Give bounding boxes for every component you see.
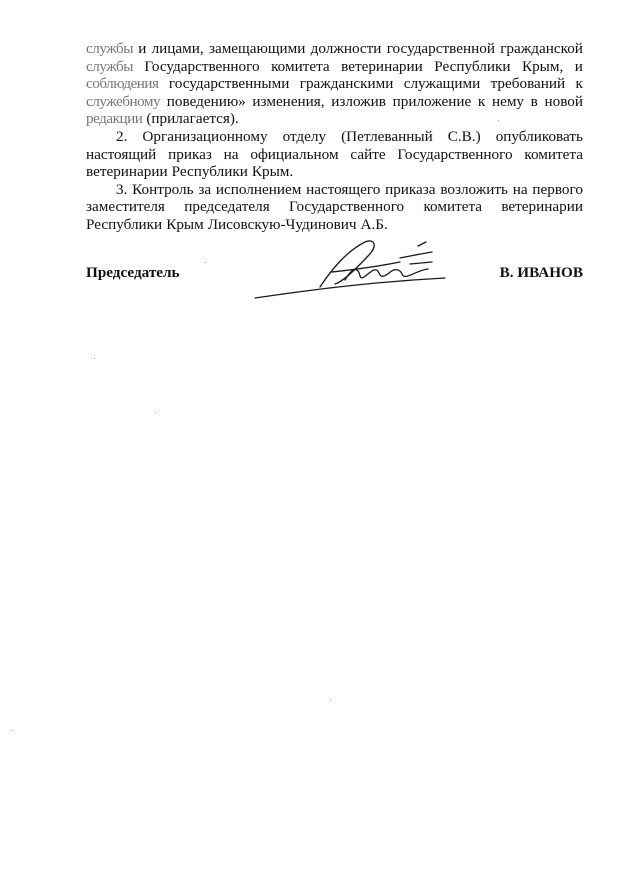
word: Крым bbox=[166, 215, 204, 233]
word: заместителя bbox=[86, 198, 165, 216]
word: нему bbox=[491, 92, 525, 110]
text-line bbox=[86, 146, 583, 164]
word: приложение bbox=[392, 92, 472, 110]
word: (прилагается). bbox=[146, 110, 239, 128]
word: и bbox=[138, 40, 147, 57]
word: Контроль bbox=[132, 180, 194, 198]
word: сайте bbox=[350, 145, 386, 163]
word: редакции bbox=[86, 110, 143, 128]
word: изложив bbox=[331, 92, 386, 110]
word: государственной bbox=[386, 40, 495, 57]
word: за bbox=[198, 180, 212, 198]
scan-speck bbox=[205, 262, 206, 263]
word: первого bbox=[532, 180, 583, 198]
word: приказ bbox=[168, 145, 212, 163]
word: замещающими bbox=[208, 40, 306, 57]
word: на bbox=[223, 145, 239, 163]
signature-row bbox=[86, 264, 583, 284]
word: Лисовскую-Чудинович bbox=[207, 215, 357, 233]
word: А.Б. bbox=[360, 215, 388, 233]
word: служащими bbox=[403, 75, 481, 93]
word: настоящего bbox=[306, 180, 381, 198]
word: настоящий bbox=[86, 145, 157, 163]
text-line bbox=[86, 163, 583, 181]
text-line bbox=[86, 93, 583, 111]
word: Государственного bbox=[397, 145, 513, 163]
word: должности bbox=[310, 40, 382, 57]
word: Государственного bbox=[289, 198, 405, 216]
word: на bbox=[512, 180, 528, 198]
word: возложить bbox=[440, 180, 508, 198]
word: Крым. bbox=[251, 163, 294, 181]
word: председателя bbox=[184, 198, 270, 216]
word: Республики bbox=[434, 57, 511, 75]
word: опубликовать bbox=[495, 127, 583, 145]
scan-speck bbox=[94, 358, 95, 359]
word: новой bbox=[544, 92, 583, 110]
text-line bbox=[86, 58, 583, 76]
text-line bbox=[86, 75, 583, 93]
word: Крым, bbox=[521, 57, 564, 75]
word: ветеринарии bbox=[501, 198, 583, 216]
word: комитета bbox=[423, 198, 483, 216]
word: Республики bbox=[171, 163, 248, 181]
word: ветеринарии bbox=[341, 57, 423, 75]
word: гражданскими bbox=[299, 75, 394, 93]
word: соблюдения bbox=[86, 75, 159, 93]
word: комитета bbox=[271, 57, 330, 75]
word: ветеринарии bbox=[86, 163, 168, 181]
word: в bbox=[530, 92, 538, 110]
word: Республики bbox=[86, 215, 163, 233]
text-line bbox=[86, 40, 583, 58]
scan-speck bbox=[155, 412, 156, 413]
text-line bbox=[86, 181, 583, 199]
signatory-name: В. ИВАНОВ bbox=[499, 264, 583, 281]
word: требований bbox=[490, 75, 566, 93]
text-line bbox=[86, 128, 583, 146]
scan-speck bbox=[330, 700, 331, 701]
word: гражданской bbox=[500, 40, 583, 57]
word: службы bbox=[86, 57, 133, 75]
word: к bbox=[477, 92, 486, 110]
word: С.В.) bbox=[447, 127, 481, 145]
text-line bbox=[86, 216, 583, 234]
word: 2. bbox=[116, 127, 128, 145]
scan-speck bbox=[12, 730, 13, 731]
order-body-text bbox=[86, 40, 583, 234]
word: отделу bbox=[282, 127, 327, 145]
word: 3. bbox=[116, 180, 128, 198]
word: приказа bbox=[385, 180, 436, 198]
text-line bbox=[86, 198, 583, 216]
word: службы bbox=[86, 40, 133, 57]
word: комитета bbox=[524, 145, 583, 163]
scan-speck bbox=[498, 120, 499, 121]
text-line bbox=[86, 110, 583, 128]
signatory-title: Председатель bbox=[86, 264, 180, 281]
word: поведению» bbox=[166, 92, 246, 110]
word: официальном bbox=[250, 145, 339, 163]
word: (Петлеванный bbox=[341, 127, 433, 145]
word: лицами, bbox=[151, 40, 204, 57]
word: служебному bbox=[86, 92, 161, 110]
word: государственными bbox=[168, 75, 290, 93]
word: исполнением bbox=[215, 180, 302, 198]
word: изменения, bbox=[252, 92, 325, 110]
word: к bbox=[575, 75, 583, 93]
word: Организационному bbox=[142, 127, 268, 145]
word: и bbox=[574, 57, 583, 75]
word: Государственного bbox=[144, 57, 260, 75]
